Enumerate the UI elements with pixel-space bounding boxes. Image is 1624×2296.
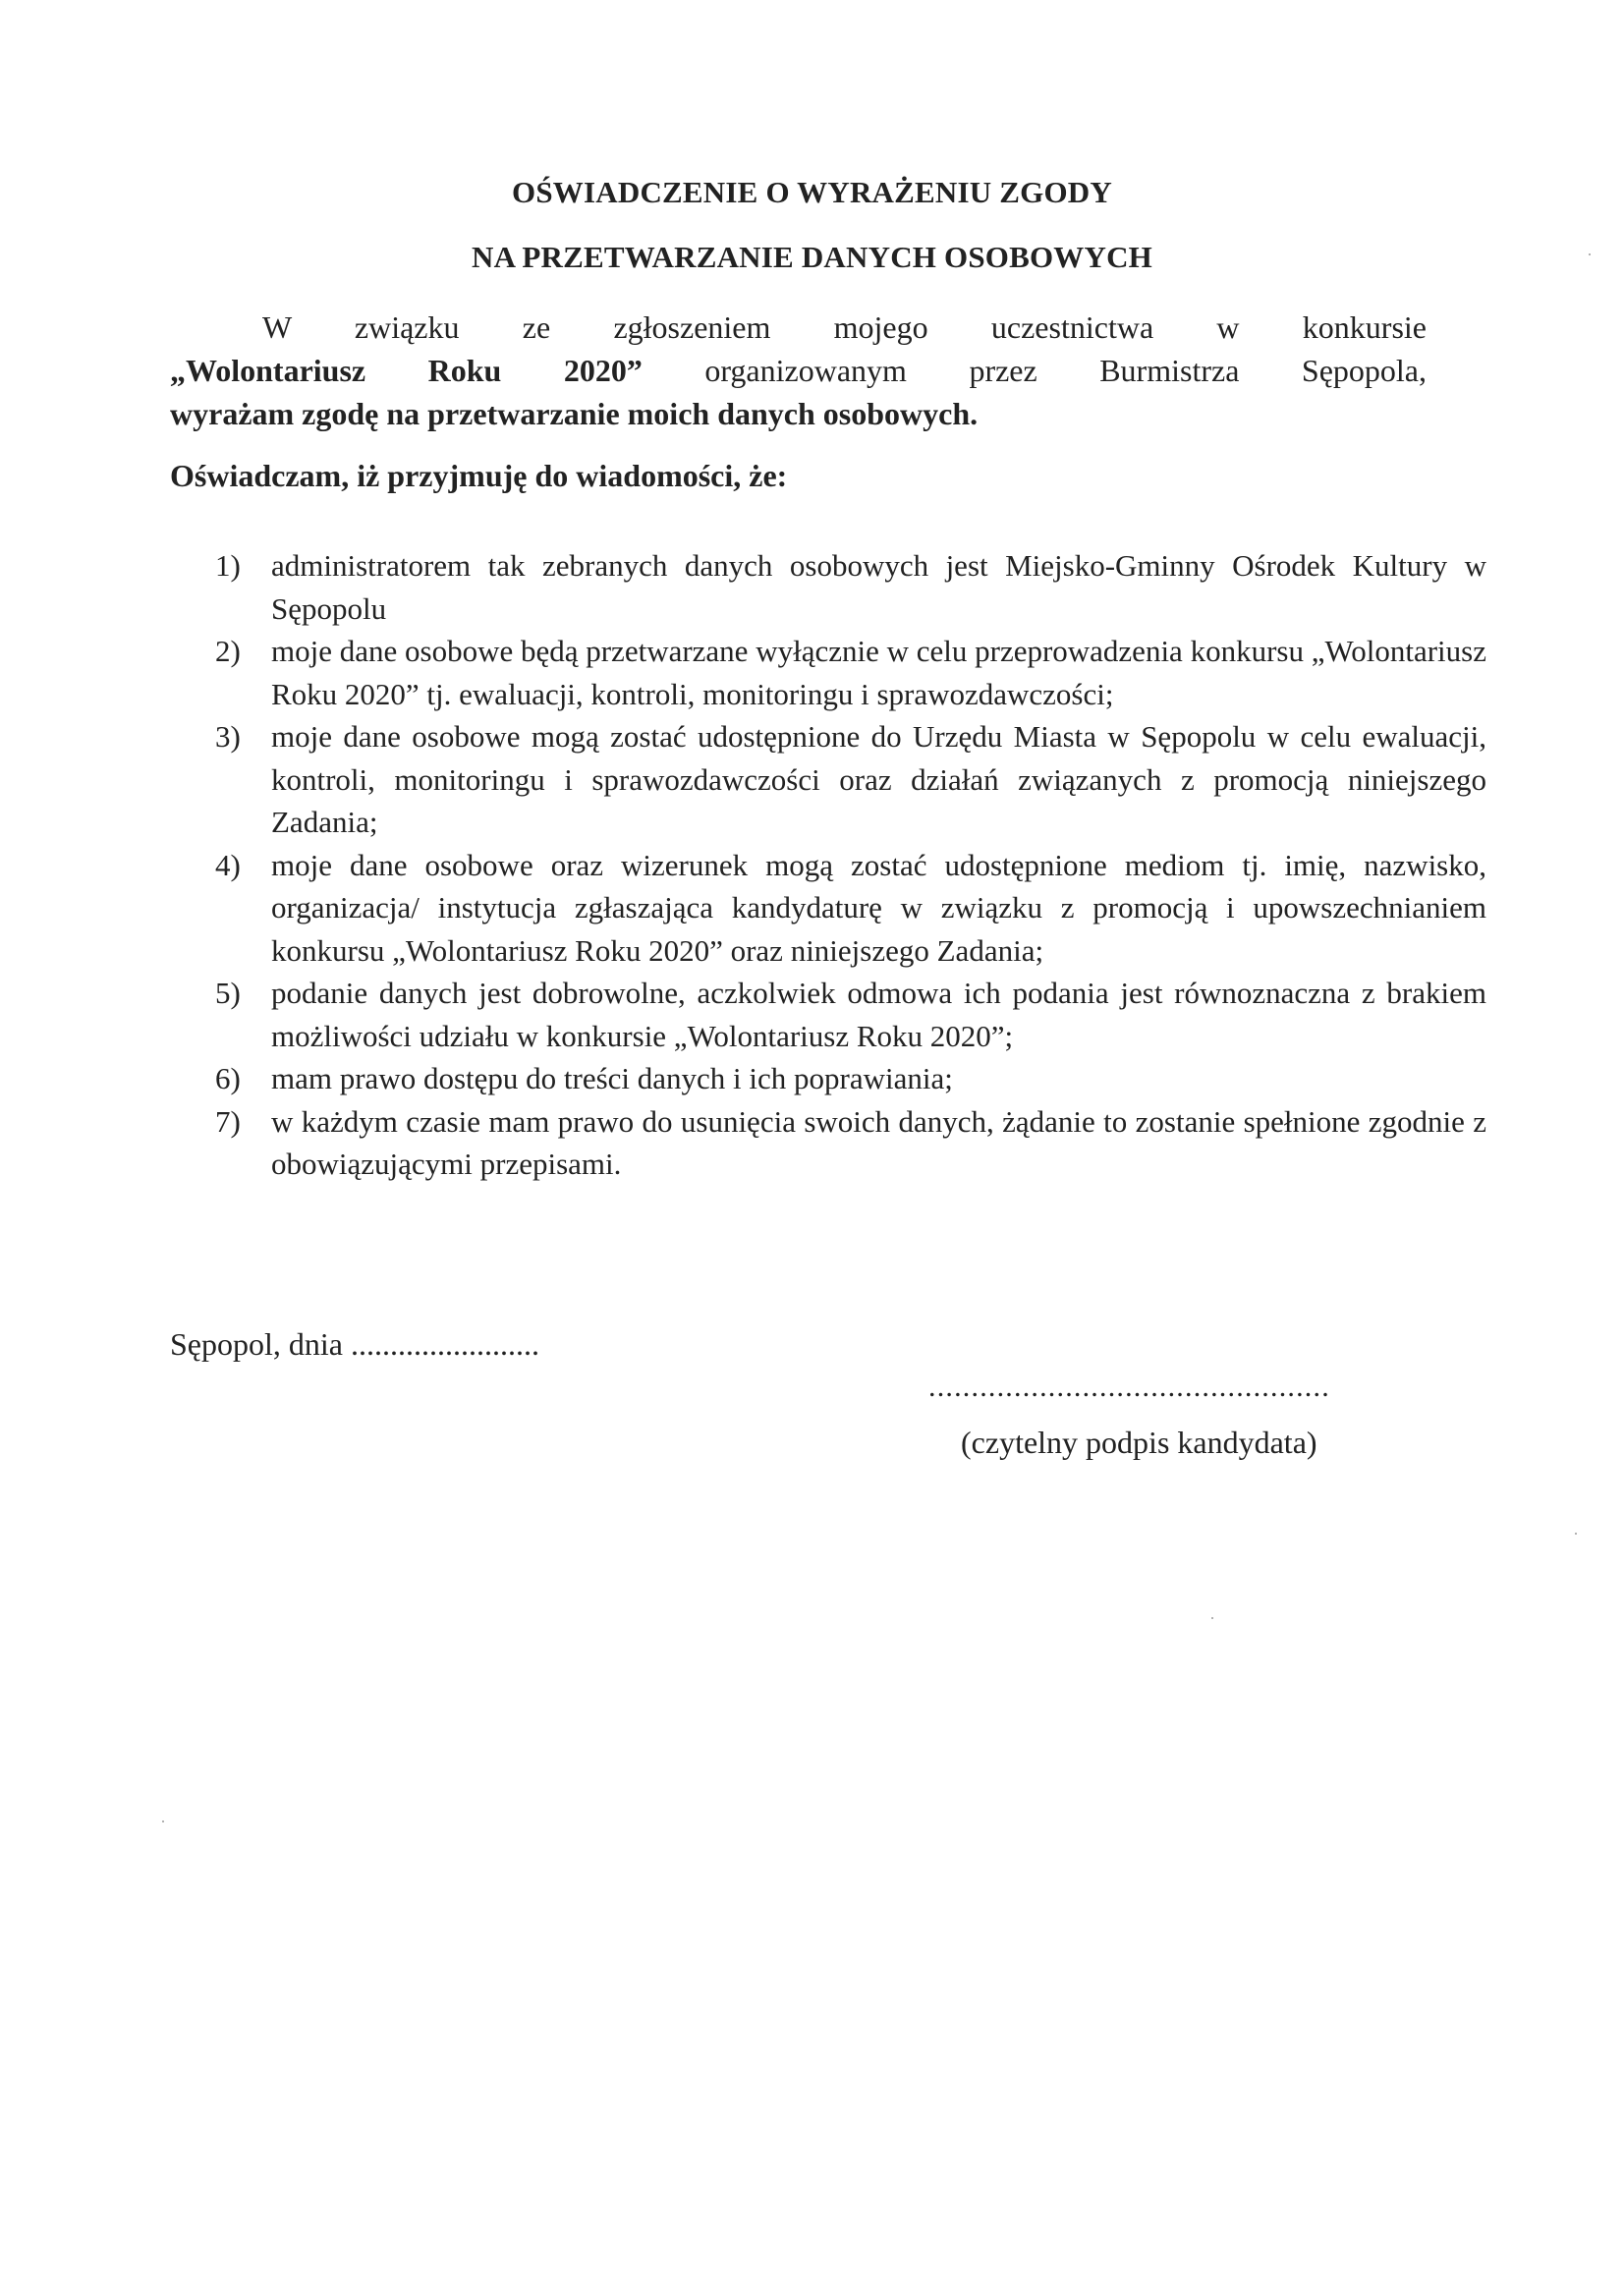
list-item-text: moje dane osobowe będą przetwarzane wyłącznie w celu przeprowadzenia konkursu „Wolontariusz Roku 2020” tj. ewaluacji, kontroli, monitoringu i sprawozdawczości; [271,634,1486,711]
list-item [170,972,1486,1057]
list-item [170,630,1486,715]
list-item-number: 2) [215,634,241,668]
scan-speck [1575,1533,1577,1535]
list-item-text: moje dane osobowe mogą zostać udostępnione do Urzędu Miasta w Sępopolu w celu ewaluacji, kontroli, monitoringu i sprawozdawczości oraz działań związanych z promocją niniejszego Zadania; [271,719,1486,839]
list-item-number: 7) [215,1103,241,1139]
list-item-number: 4) [215,847,241,882]
place-date-field: Sępopol, dnia ........................ [170,1326,539,1362]
scan-speck [1589,253,1591,255]
list-item-number: 3) [215,719,241,754]
list-item-number: 5) [215,976,241,1010]
list-item [170,844,1486,973]
scan-speck [1211,1617,1213,1619]
list-item-text: w każdym czasie mam prawo do usunięcia swoich danych, żądanie to zostanie spełnione zgodnie z obowiązującymi przepisami. [271,1103,1486,1181]
document-title-line-1: OŚWIADCZENIE O WYRAŻENIU ZGODY [512,175,1112,209]
list-item [170,1100,1486,1186]
declaration-heading: Oświadczam, iż przyjmuję do wiadomości, że: [170,458,788,493]
document-title-line-2: NA PRZETWARZANIE DANYCH OSOBOWYCH [472,240,1152,274]
list-item [170,1057,1486,1100]
list-item [170,544,1486,630]
information-list [170,544,1486,1186]
intro-line-1: W związku ze zgłoszeniem mojego uczestnictwa w konkursie [262,309,1427,345]
list-item-text: podanie danych jest dobrowolne, aczkolwiek odmowa ich podania jest równoznaczna z brakiem możliwości udziału w konkursie „Wolontariusz Roku 2020”; [271,976,1486,1053]
intro-paragraph [170,306,1427,392]
list-item-text: moje dane osobowe oraz wizerunek mogą zostać udostępnione mediom tj. imię, nazwisko, organizacja/ instytucja zgłaszająca kandydaturę w związku z promocją i upowszechnianiem konkursu „Wolontariusz Roku 2020” oraz niniejszego Zadania; [271,847,1486,968]
list-item-number: 1) [215,548,241,583]
intro-line-2-rest: organizowanym przez Burmistrza Sępopola, [642,353,1427,388]
list-item-number: 6) [215,1061,241,1095]
list-item-text: administratorem tak zebranych danych osobowych jest Miejsko-Gminny Ośrodek Kultury w Sępopolu [271,548,1486,626]
signature-line: ............................................... [928,1371,1330,1403]
intro-line-2 [170,349,1427,392]
scan-speck [162,1820,164,1822]
contest-name: „Wolontariusz Roku 2020” [170,353,643,388]
consent-statement: wyrażam zgodę na przetwarzanie moich danych osobowych. [170,396,979,431]
signature-label: (czytelny podpis kandydata) [961,1425,1317,1460]
list-item [170,715,1486,844]
list-item-text: mam prawo dostępu do treści danych i ich poprawiania; [271,1061,953,1095]
